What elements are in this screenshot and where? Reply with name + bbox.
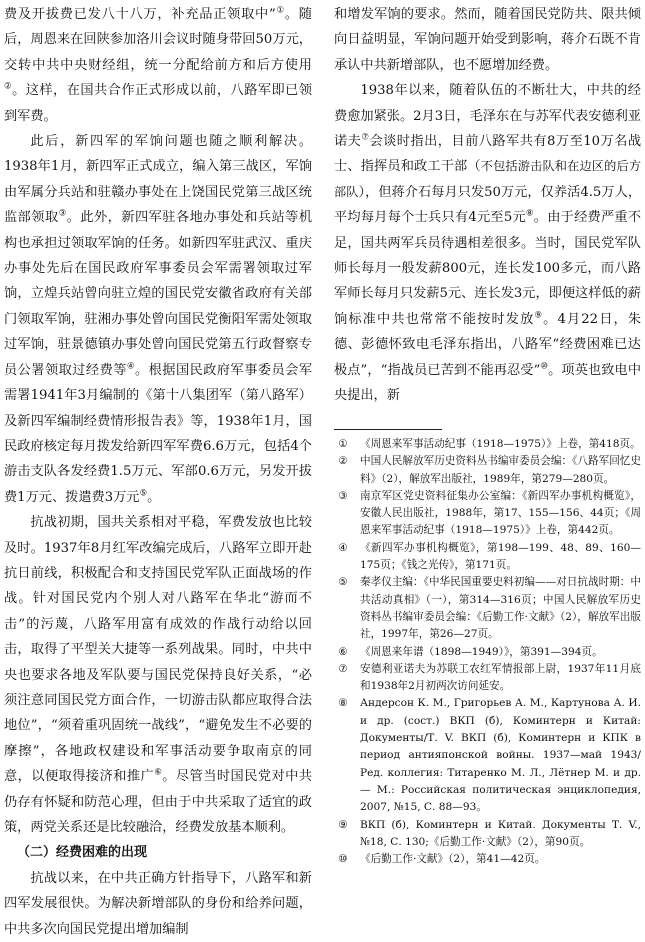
text-run: 。 (147, 489, 161, 505)
text-run: 。这样，在国共合作正式形成以前，八路军即已领到军费。 (4, 83, 313, 124)
footnote-text: 南京军区党史资料征集办公室编：《新四军办事机构概览》，安徽人民出版社，1988年，第17、155—156、44页；《周恩来军事活动纪事（1918—1975）》上卷，第442页。 (360, 489, 641, 537)
footnote-text: 秦孝仪主编：《中华民国重要史料初编——对日抗战时期：中共活动真相》（一），第314—316页；中国人民解放军历史资料丛书编审委员会编：《后勤工作·文献》（2），解放军出版社，1997年，第26—27页。 (360, 576, 641, 641)
text-run: ），但蒋介石每月只发50万元，仅养活4.5万人，平均每月每个士兵只有4元至5元 (334, 184, 642, 226)
paragraph (4, 129, 312, 510)
footnote (334, 695, 641, 816)
paragraph (334, 78, 641, 408)
text-run: 。随后，周恩来在回陕参加洛川会议时随身带回50万元，交转中共中央财经组，统一分配给前方和后方使用 (4, 7, 312, 73)
footnote-text: 《后勤工作·文献》（2），第41—42页。 (360, 853, 546, 866)
footnote-mark: ④ (338, 541, 348, 554)
footnote-mark: ⑥ (338, 645, 348, 658)
footnote-divider (334, 429, 442, 430)
footnote (334, 644, 641, 661)
text-run: 1938年以来，随着队伍的不断壮大，中共的经费愈加紧张。2月3日，毛泽东在与苏军代表安德利亚诺夫 (334, 83, 641, 150)
text-run: 。根据国民政府军事委员会军需署1941年3月编制的《第十八集团军（第八路军）及新四军编制经费情形报告表》等，1938年1月，国民政府核定每月拨发给新四军军费6.6万元，包括4个游击支队各发经费1.5万元、军部0.6万元，另发开拔费1万元、拨遣费3万元 (4, 362, 313, 505)
text-run: 此后，新四军的军饷问题也随之顺利解决。1938年1月，新四军正式成立，编入第三战区，军饷由军属分兵站和驻赣办事处在上饶国民党第三战区统监部领取 (4, 134, 312, 226)
footnote-ref[interactable]: ⑩ (540, 361, 549, 372)
footnote-ref[interactable]: ② (4, 81, 13, 92)
footnote-text: Андерсон К. М., Григорьев А. М., Картунова А. И. и др. (сост.) ВКП (б), Коминтерн и Китай: Документы/Т. V. ВКП (б), Коминтерн и КПК в период антияпонской войны. 1937—май 1943/Ред. коллегия: Титаренко М. Л., Лётнер М. и др. — М.: Российская политическая энциклопедия, 2007, №15, С. 88—93。 (360, 697, 641, 814)
footnote-ref[interactable]: ① (275, 5, 285, 16)
text-run: 。此外，新四军驻各地办事处和兵站等机构也承担过领取军饷的任务。如新四军驻武汉、重庆办事处先后在国民政府军事委员会军需署领取过军饷，立煌兵站曾向驻立煌的国民党安徽省政府有关部门领取军饷，驻湘办事处曾向国民党衡阳军需处领取过军饷，驻景德镇办事处曾向国民党第五行政督察专员公署领取过经费等 (4, 210, 313, 378)
text-run: 。4月22日，朱德、彭德怀致电毛泽东指出，八路军“经费困难已达极点”，“指战员已苦到不能再忍受” (334, 311, 642, 378)
footnote (334, 453, 641, 488)
footnote-ref[interactable]: ⑧ (525, 208, 534, 219)
text-run: 和增发军饷的要求。然而，随着国民党防共、限共倾向日益明显，军饷问题开始受到影响，蒋介石既不肯承认中共新增部队，也不愿增加经费。 (334, 7, 641, 73)
footnote-mark: ⑨ (338, 818, 348, 831)
footnote-ref[interactable]: ④ (126, 361, 135, 372)
text-run: 。尽管当时国民党对中共仍存有怀疑和防范心理，但由于中共采取了适宜的政策，两党关系还是比较融洽，经费发放基本顺利。 (4, 769, 313, 835)
footnote-mark: ⑦ (338, 662, 348, 675)
footnote-text: 中国人民解放军历史资料丛书编审委员会编：《八路军回忆史料》（2），解放军出版社，1989年，第279—280页。 (360, 455, 641, 485)
footnote-text: 安德利亚诺夫为苏联工农红军情报部上尉，1937年11月底和1938年2月初两次访问延安。 (360, 662, 641, 693)
text-run: 抗战初期，国共关系相对平稳，军费发放也比较及时。1937年8月红军改编完成后，八路军立即开赴抗日前线，积极配合和支持国民党军队正面战场的作战。针对国民党内个别人对八路军在华北“游而不击”的污蔑，八路军用富有成效的作战行动给以回击，取得了平型关大捷等一系列战果。同时，中共中央也要求各地及军队要与国民党保持良好关系，“必须注意同国民党方面合作，一切游击队都应取得合法地位”，“须着重巩固统一战线”，“避免发生不必要的摩擦”，各地政权建设和军事活动要争取南京的同意，以便取得接济和推广 (4, 515, 312, 785)
footnote (334, 817, 641, 852)
footnote-ref[interactable]: ⑥ (154, 767, 163, 778)
footnotes (334, 436, 641, 868)
footnote-ref[interactable]: ⑦ (361, 132, 370, 143)
footnote-mark: ① (338, 438, 348, 450)
paragraph (4, 2, 312, 129)
footnote-text: ВКП (б), Коминтерн и Китай. Документы Т. V., №18, С. 130;《后勤工作·文献》（2），第90页。 (360, 818, 641, 848)
text-run: 。由于经费严重不足，国共两军兵员待遇相差很多。当时，国民党军队师长每月一般发薪800元，连长发100多元，而八路军师长每月只发薪5元、连长发3元，即便这样低的薪饷标准中共也常常不能按时发放 (334, 210, 642, 327)
footnote (334, 540, 641, 575)
paragraph (4, 510, 312, 840)
paragraph (334, 2, 641, 78)
footnote (334, 661, 641, 696)
text-run: 费及开拔费已发八十八万，补充品正领取中” (4, 7, 276, 22)
footnote-mark: ③ (338, 489, 348, 502)
section-heading: （二）经费困难的出现 (17, 845, 148, 861)
footnote-mark: ⑩ (338, 853, 348, 866)
text-run: 会谈时指出，目前八路军共有8万至10万名战士、指挥员和政工干部（ (334, 134, 642, 175)
right-text-column (334, 2, 641, 409)
footnote-mark: ② (338, 455, 348, 468)
text-run: 抗战以来，在中共正确方针指导下，八路军和新四军发展很快。为解决新增部队的身份和给养问题，中共多次向国民党提出增加编制 (4, 870, 312, 937)
footnote (334, 851, 641, 868)
left-text-column (4, 2, 312, 942)
footnote (334, 436, 641, 453)
parenthetical-note: 不包括游击队和在边区的后方部队 (334, 159, 642, 199)
footnote (334, 574, 641, 643)
footnote-mark: ⑧ (338, 697, 348, 710)
footnote (334, 488, 641, 540)
footnote-text: 《新四军办事机构概览》，第198—199、48、89、160—175页；《钱之光传》，第171页。 (360, 541, 641, 572)
footnote-ref[interactable]: ⑨ (534, 310, 544, 321)
footnote-mark: ⑤ (338, 576, 348, 589)
footnote-text: 《周恩来年谱（1898—1949）》，第391—394页。 (360, 645, 603, 658)
footnote-ref[interactable]: ③ (58, 208, 67, 219)
footnote-ref[interactable]: ⑤ (139, 488, 148, 499)
footnote-text: 《周恩来军事活动纪事（1918—1975）》上卷，第418页。 (360, 438, 641, 450)
text-run: 。项英也致电中央提出，新 (334, 362, 642, 404)
